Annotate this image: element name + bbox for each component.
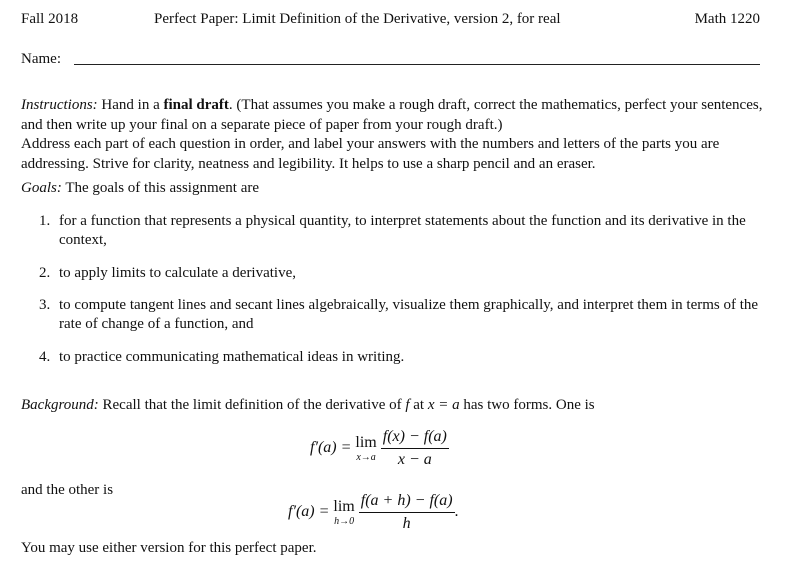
document-title: Perfect Paper: Limit Definition of the Derivative, version 2, for real xyxy=(154,11,561,27)
middle-text: and the other is xyxy=(21,482,114,498)
closing-text: You may use either version for this perfect paper. xyxy=(21,540,317,556)
instructions-paragraph xyxy=(21,96,766,174)
formula-lhs: f′(a) = xyxy=(288,503,330,521)
course-label: Math 1220 xyxy=(694,11,760,27)
fraction-denominator: x − a xyxy=(397,451,432,468)
limit-operator xyxy=(333,499,354,527)
goals-paragraph xyxy=(21,179,766,199)
limit-label: lim xyxy=(333,497,355,515)
goals-label: Goals: xyxy=(21,180,62,196)
difference-quotient xyxy=(381,428,449,469)
list-item-text: to compute tangent lines and secant lines algebraically, visualize them graphically, and interpret them in terms of the rate of change of a function, and xyxy=(59,297,759,332)
background-text: Recall that the limit definition of the derivative of xyxy=(102,397,402,413)
name-field-line[interactable] xyxy=(74,64,760,65)
goals-intro: The goals of this assignment are xyxy=(65,180,260,196)
background-condition: x = a xyxy=(427,397,460,413)
instructions-text-3: Address each part of each question in order, and label your answers with the numbers and letters of the parts you are addressing. Strive for clarity, neatness and legibility. It helps to use a sharp pencil and an eraser. xyxy=(21,136,720,172)
list-item-number: 3. xyxy=(39,297,51,313)
limit-subscript: h→0 xyxy=(334,515,355,527)
term-label: Fall 2018 xyxy=(21,11,79,27)
fraction-numerator: f(x) − f(a) xyxy=(381,428,449,449)
background-text-2: has two forms. One is xyxy=(463,397,595,413)
derivative-formula-1 xyxy=(310,428,449,469)
instructions-bold: final draft xyxy=(163,97,229,113)
list-item xyxy=(21,264,766,283)
list-item-number: 2. xyxy=(39,264,51,281)
instructions-text-2: . (That assumes you make a rough draft, correct the mathematics, perfect your sentences, and then write up your final on a separate piece of paper from your rough draft.) xyxy=(21,97,763,133)
name-label: Name: xyxy=(21,51,61,67)
formula-period: . xyxy=(454,503,459,521)
list-item-text: to practice communicating mathematical ideas in writing. xyxy=(59,348,405,365)
instructions-text-1: Hand in a xyxy=(101,97,160,113)
limit-subscript: x→a xyxy=(356,451,376,463)
list-item-text: for a function that represents a physical quantity, to interpret statements about the function and its derivative in the context, xyxy=(59,213,746,248)
list-item-number: 4. xyxy=(39,348,51,365)
fraction-numerator: f(a + h) − f(a) xyxy=(359,492,455,513)
derivative-formula-2 xyxy=(288,492,459,533)
formula-lhs: f′(a) = xyxy=(310,439,352,457)
background-label: Background: xyxy=(21,397,99,413)
list-item-number: 1. xyxy=(39,213,51,229)
instructions-label: Instructions: xyxy=(21,97,98,113)
fraction-denominator: h xyxy=(402,515,411,532)
goals-list xyxy=(21,212,766,380)
list-item-text: to apply limits to calculate a derivative, xyxy=(59,264,297,281)
limit-operator xyxy=(355,435,376,463)
difference-quotient xyxy=(359,492,455,533)
background-function: f xyxy=(405,397,410,413)
list-item xyxy=(21,348,766,367)
background-paragraph xyxy=(21,396,766,416)
limit-label: lim xyxy=(355,433,377,451)
background-at: at xyxy=(413,397,425,413)
list-item xyxy=(21,296,766,334)
list-item xyxy=(21,212,766,250)
